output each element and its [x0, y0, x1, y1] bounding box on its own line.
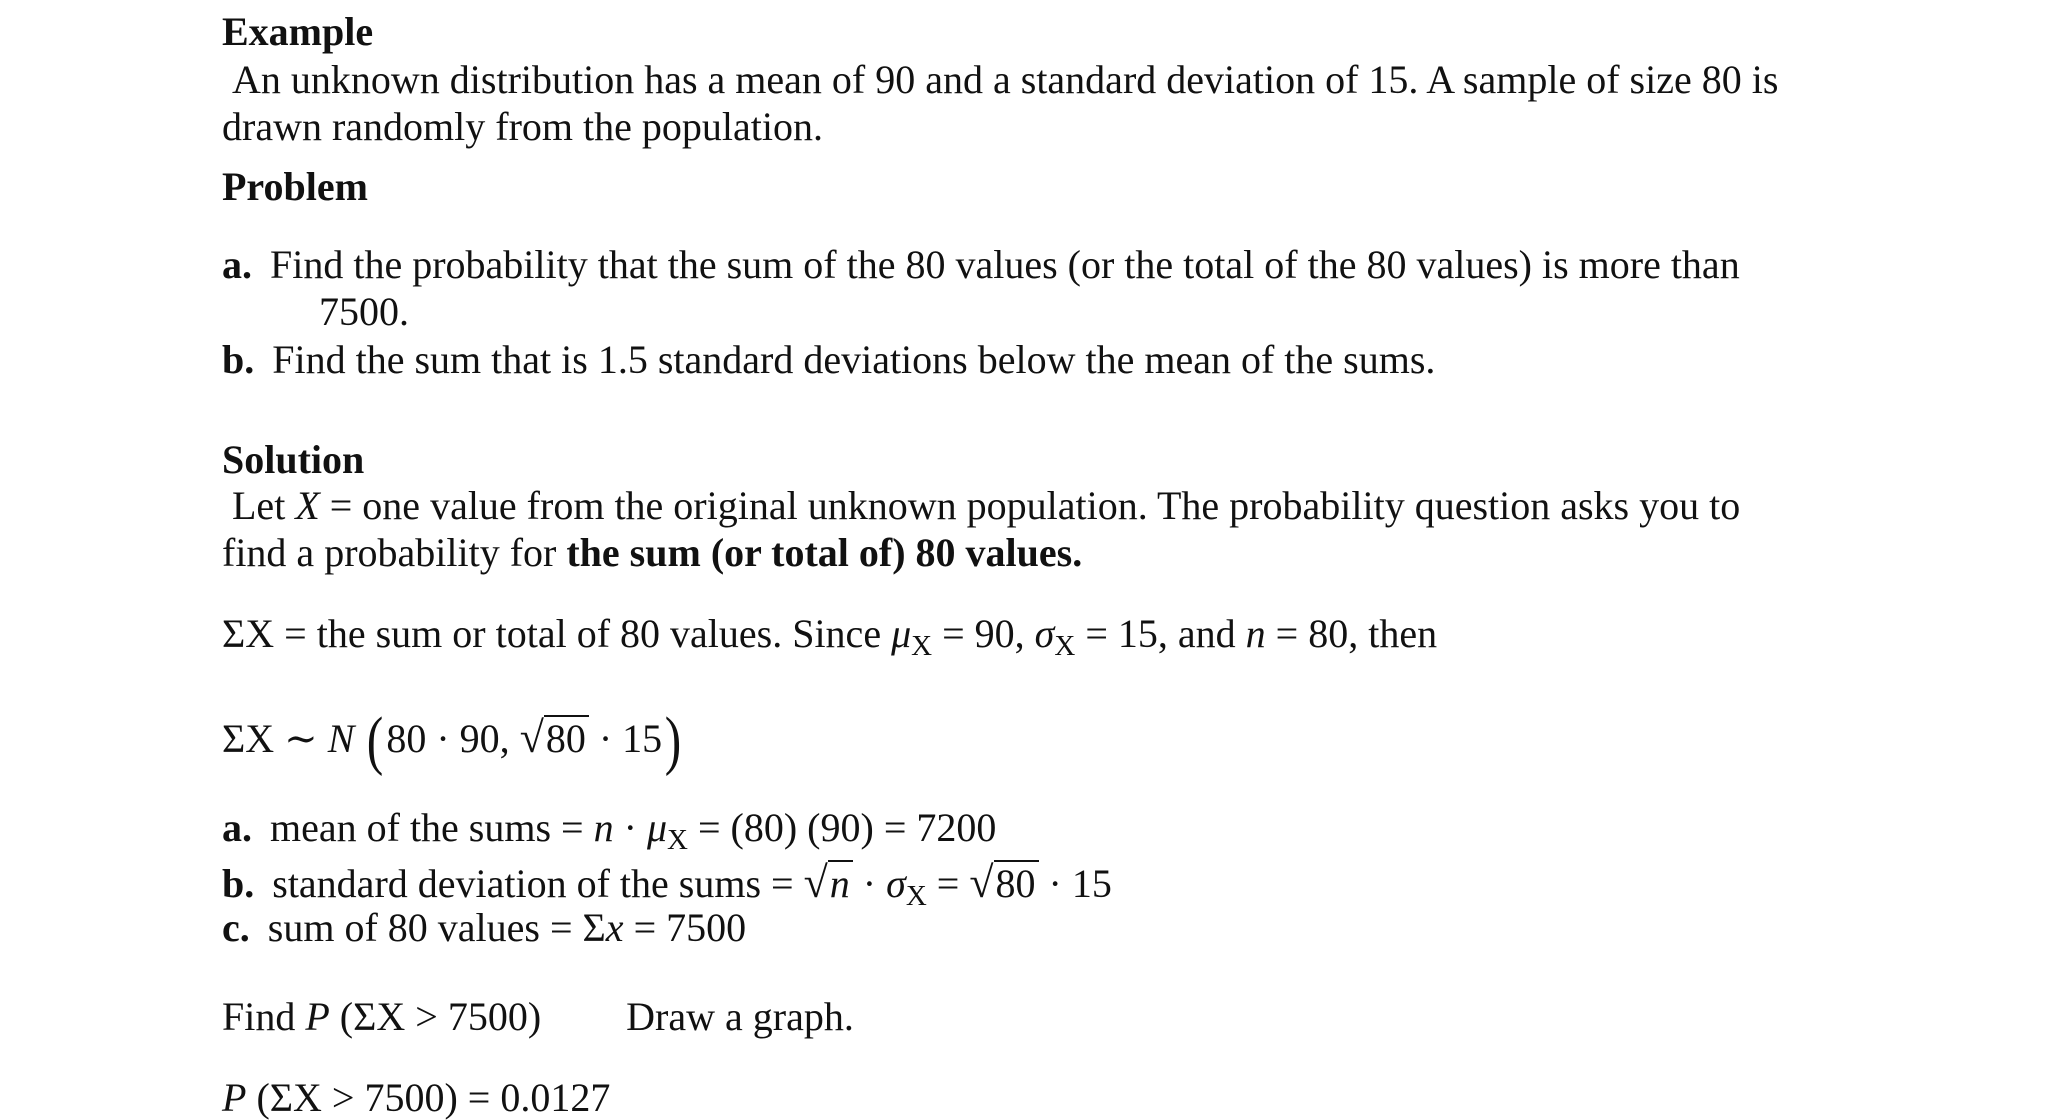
sigma-subscript: X — [1054, 630, 1076, 662]
sqrt-n — [804, 860, 853, 905]
intro-pre: Let — [232, 483, 296, 528]
item-b-tail: · 15 — [1038, 861, 1112, 906]
n-symbol: n — [1245, 611, 1266, 656]
solution-intro-line-1 — [232, 483, 1741, 528]
normal-symbol: N — [327, 716, 355, 761]
item-b-sigma: σ — [886, 861, 906, 906]
find-line — [222, 994, 854, 1039]
radical-sign-n: √ — [803, 858, 828, 907]
item-c-x: x — [605, 905, 624, 950]
item-c-result: = 7500 — [623, 905, 747, 950]
item-c — [222, 905, 747, 950]
n-value: = 80, then — [1265, 611, 1438, 656]
find-P: P — [305, 994, 330, 1039]
intro-post: = one value from the original unknown population. The probability question asks you to — [319, 483, 1741, 528]
answer-P: P — [222, 1075, 247, 1120]
distribution-formula — [222, 704, 684, 777]
radical-sign: √ — [519, 713, 544, 762]
sum-definition — [222, 611, 1438, 662]
distribution-mean: 80 · 90, — [386, 716, 520, 761]
mu-value: = 90, — [932, 611, 1035, 656]
intro-variable: X — [295, 483, 320, 528]
item-a — [222, 805, 997, 856]
sum-lhs: ΣX — [222, 611, 275, 656]
item-b-sub: X — [905, 880, 927, 912]
mu-subscript: X — [911, 630, 933, 662]
right-paren: ) — [664, 704, 682, 777]
problem-a-line-1 — [222, 242, 1740, 287]
find-expr: (ΣX > 7500) — [329, 994, 542, 1039]
solution-intro-line-2 — [222, 530, 1083, 575]
problem-a-text: Find the probability that the sum of the 80 values (or the total of the 80 values) is more than — [270, 242, 1740, 287]
radicand-80: 80 — [994, 860, 1039, 904]
distribution-lhs: ΣX ∼ — [222, 716, 328, 761]
mu-symbol: μ — [891, 611, 912, 656]
intro-line2-bold: the sum (or total of) 80 values. — [566, 530, 1083, 575]
sigma-symbol: σ — [1034, 611, 1055, 656]
example-line-2: drawn randomly from the population. — [222, 104, 823, 149]
item-a-mu: μ — [646, 805, 668, 850]
distribution-sd-tail: · 15 — [588, 716, 663, 761]
radicand-n: n — [828, 860, 853, 904]
item-a-text: mean of the sums = — [270, 805, 594, 850]
radicand: 80 — [544, 715, 589, 759]
item-c-text: sum of 80 values = Σ — [267, 905, 606, 950]
item-b-marker: b. — [222, 861, 255, 906]
item-a-sub: X — [667, 824, 688, 856]
draw-graph-text: Draw a graph. — [626, 994, 854, 1039]
sum-text: = the sum or total of 80 values. Since — [274, 611, 892, 656]
item-c-marker: c. — [222, 905, 250, 950]
item-a-n: n — [593, 805, 614, 850]
item-a-result: = (80) (90) = 7200 — [687, 805, 997, 850]
item-b-dot: · — [852, 861, 887, 906]
answer-line — [222, 1075, 611, 1120]
example-heading: Example — [222, 9, 374, 54]
item-a-dot: · — [613, 805, 647, 850]
intro-line2-pre: find a probability for — [222, 530, 567, 575]
item-b-text: standard deviation of the sums = — [272, 861, 804, 906]
answer-expr: (ΣX > 7500) = 0.0127 — [246, 1075, 611, 1120]
find-pre: Find — [222, 994, 306, 1039]
problem-b-line — [222, 337, 1436, 382]
radical-sign-80: √ — [969, 858, 994, 907]
solution-heading: Solution — [222, 437, 365, 482]
item-b — [222, 860, 1112, 911]
problem-a-marker: a. — [222, 242, 252, 287]
sqrt-80 — [520, 715, 589, 760]
problem-a-line-2: 7500. — [319, 289, 409, 334]
problem-b-text: Find the sum that is 1.5 standard deviations below the mean of the sums. — [272, 337, 1436, 382]
sigma-value: = 15, and — [1075, 611, 1246, 656]
problem-heading: Problem — [222, 164, 368, 209]
example-line-1: An unknown distribution has a mean of 90 and a standard deviation of 15. A sample of size 80 is — [232, 57, 1779, 102]
sqrt-80-b — [969, 860, 1038, 905]
left-paren: ( — [367, 704, 384, 777]
item-b-eq: = — [926, 861, 970, 906]
problem-b-marker: b. — [222, 337, 255, 382]
item-a-marker: a. — [222, 805, 252, 850]
